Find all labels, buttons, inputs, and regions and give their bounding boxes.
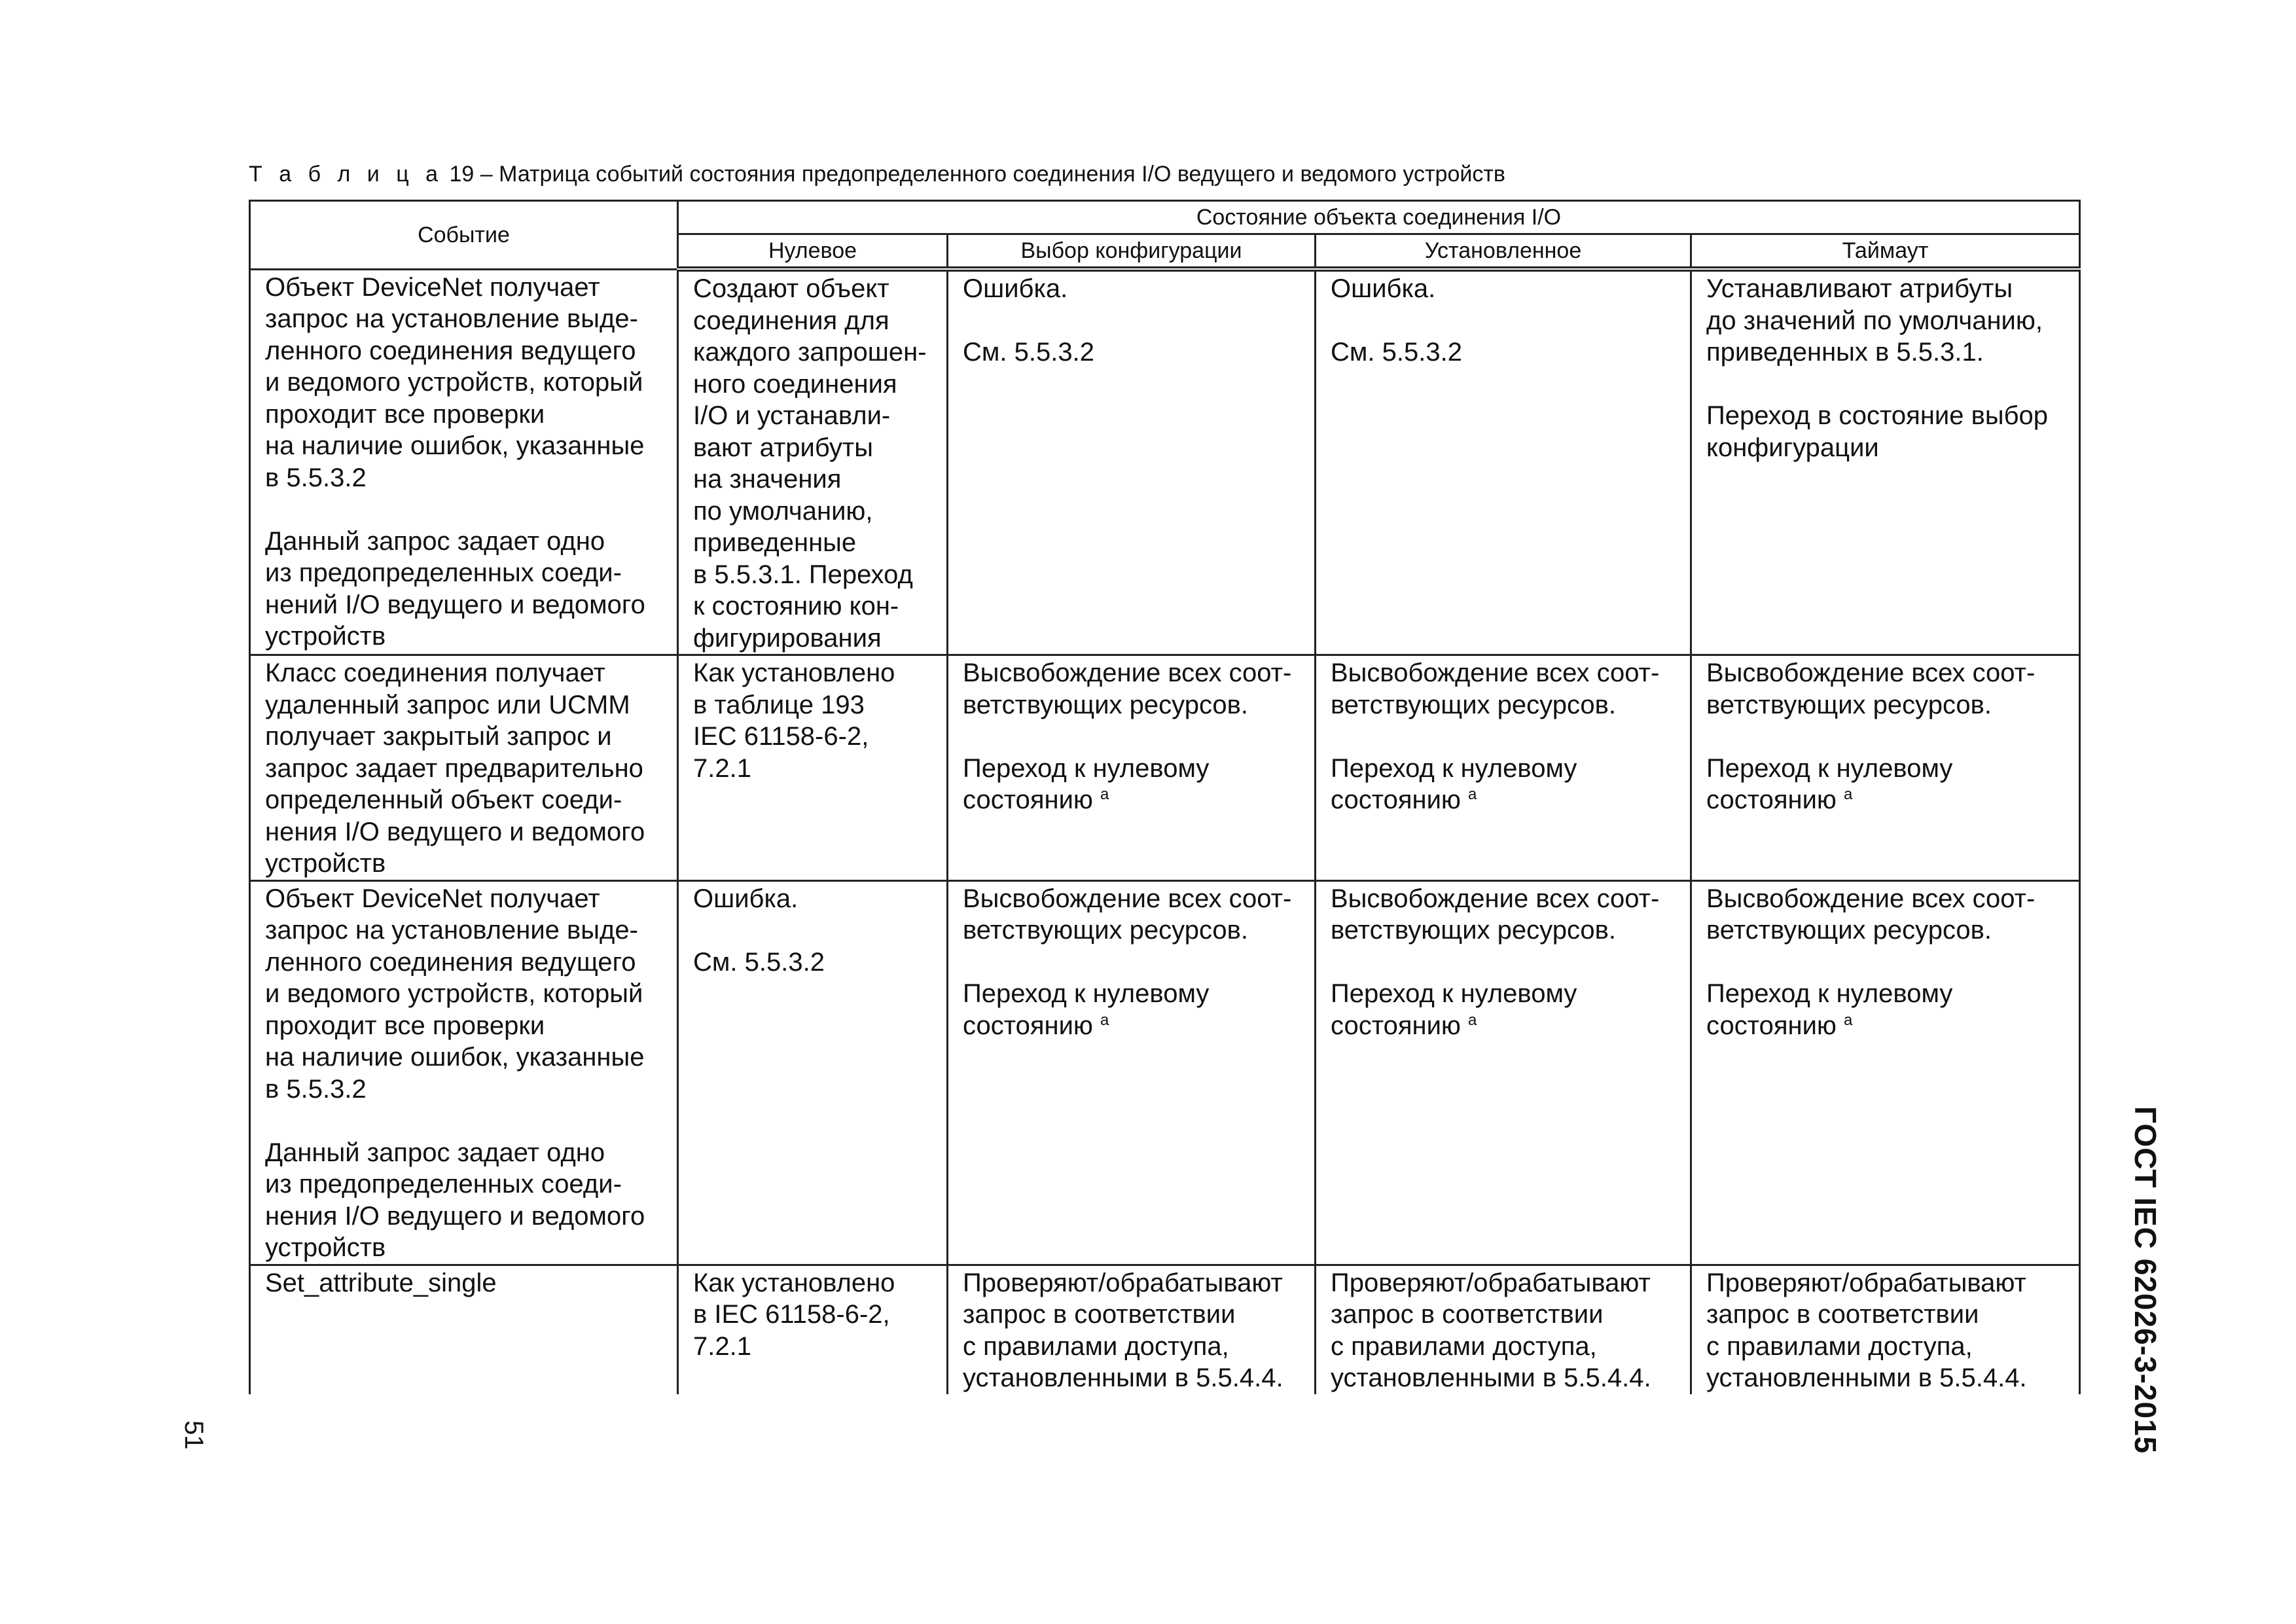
table-row (250, 655, 2080, 881)
cell-text: запрос в соответствии (1706, 1300, 1979, 1329)
blank-line (1331, 305, 1682, 337)
cell-text: фигурирования (693, 623, 882, 653)
footnote-marker: a (1100, 1011, 1109, 1029)
cell-text: ветствующих ресурсов. (1331, 690, 1616, 719)
header-state-config: Выбор конфигурации (948, 234, 1316, 270)
cell-line (265, 335, 669, 367)
cell-line (693, 369, 939, 401)
cell-line (265, 526, 669, 558)
blank-line (1331, 947, 1682, 979)
cell-state-null (678, 880, 948, 1265)
cell-text: Высвобождение всех соот- (1331, 884, 1660, 913)
cell-text: Создают объект (693, 274, 889, 303)
cell-text: Проверяют/обрабатывают (1331, 1268, 1651, 1297)
cell-text: проходит все проверки (265, 399, 545, 429)
cell-line (963, 1299, 1306, 1331)
cell-line (963, 1362, 1306, 1394)
cell-state-config (948, 880, 1316, 1265)
cell-line (1331, 1362, 1682, 1394)
cell-text: на наличие ошибок, указанные (265, 1043, 645, 1072)
cell-line (265, 589, 669, 621)
cell-text: Переход к нулевому (963, 753, 1210, 783)
cell-line (1331, 1299, 1682, 1331)
cell-text: в 5.5.3.2 (265, 463, 367, 492)
cell-text: по умолчанию, (693, 496, 873, 526)
cell-text: приведенные (693, 528, 857, 557)
cell-text: Проверяют/обрабатывают (963, 1268, 1283, 1297)
footnote-marker: a (1100, 785, 1109, 803)
cell-line (265, 721, 669, 753)
cell-line (693, 1299, 939, 1331)
cell-line (1706, 1362, 2071, 1394)
cell-state-established (1316, 655, 1691, 881)
blank-line (1331, 721, 1682, 753)
cell-text: вают атрибуты (693, 433, 873, 462)
cell-line (265, 557, 669, 589)
cell-text: Как установлено (693, 659, 895, 687)
cell-line (963, 883, 1306, 915)
cell-text: См. 5.5.3.2 (963, 338, 1094, 367)
cell-line (693, 527, 939, 559)
header-event: Событие (250, 201, 678, 270)
cell-text: ленного соединения ведущего (265, 947, 636, 977)
table-row (250, 1265, 2080, 1394)
cell-line (1331, 978, 1682, 1010)
table-caption-text: 19 – Матрица событий состояния предопределенного соединения I/O ведущего и ведомого устройств (443, 162, 1505, 187)
cell-line (693, 753, 939, 785)
cell-text: Высвобождение всех соот- (963, 659, 1292, 687)
cell-line (1706, 305, 2071, 337)
cell-line (265, 784, 669, 816)
table-caption (249, 160, 1505, 189)
cell-line (1706, 273, 2071, 305)
cell-line (963, 1010, 1306, 1042)
event-state-matrix-table (249, 200, 2081, 1394)
cell-text: ного соединения (693, 369, 897, 399)
cell-line (1331, 336, 1682, 369)
cell-text: Класс соединения получает (265, 659, 605, 687)
cell-line (1706, 978, 2071, 1010)
cell-state-null (678, 1265, 948, 1394)
cell-line (693, 305, 939, 337)
cell-text: Set_attribute_single (265, 1268, 497, 1297)
cell-text: ветствующих ресурсов. (963, 690, 1248, 719)
cell-text: Переход к нулевому (1706, 753, 1953, 783)
cell-text: См. 5.5.3.2 (1331, 338, 1462, 367)
cell-text: нения I/O ведущего и ведомого (265, 817, 645, 846)
blank-line (1706, 369, 2071, 401)
cell-line (1331, 784, 1682, 816)
cell-text: 7.2.1 (693, 753, 751, 783)
cell-text: Ошибка. (963, 274, 1068, 303)
cell-line (1706, 689, 2071, 721)
cell-text: Высвобождение всех соот- (1331, 659, 1660, 687)
cell-text: установленными в 5.5.4.4. (1331, 1363, 1651, 1392)
cell-text: ветствующих ресурсов. (1331, 916, 1616, 945)
cell-line (693, 432, 939, 464)
cell-text: приведенных в 5.5.3.1. (1706, 338, 1984, 367)
cell-line (693, 1267, 939, 1299)
cell-line (693, 400, 939, 432)
cell-line (1331, 1267, 1682, 1299)
cell-line (1331, 689, 1682, 721)
cell-text: и ведомого устройств, который (265, 979, 643, 1008)
blank-line (963, 721, 1306, 753)
cell-text: каждого запрошен- (693, 338, 927, 367)
cell-line (693, 463, 939, 496)
table-header-row (250, 201, 2080, 234)
cell-line (265, 1267, 669, 1299)
cell-line (693, 590, 939, 623)
cell-line (963, 689, 1306, 721)
cell-text: проходит все проверки (265, 1011, 545, 1040)
cell-state-config (948, 269, 1316, 655)
cell-text: конфигурации (1706, 433, 1879, 462)
cell-text: I/O и устанавли- (693, 401, 891, 430)
cell-line (1706, 1010, 2071, 1042)
cell-state-config (948, 1265, 1316, 1394)
cell-line (265, 1074, 669, 1106)
cell-text: нения I/O ведущего и ведомого (265, 1201, 645, 1231)
cell-line (265, 914, 669, 947)
cell-line (1706, 1331, 2071, 1363)
cell-text: Переход к нулевому (1331, 753, 1577, 783)
blank-line (265, 494, 669, 526)
cell-line (693, 1331, 939, 1363)
cell-line (265, 1200, 669, 1233)
footnote-marker: a (1468, 785, 1477, 803)
cell-text: до значений по умолчанию, (1706, 306, 2043, 335)
cell-line (1706, 432, 2071, 464)
cell-line (1706, 1299, 2071, 1331)
cell-line (265, 462, 669, 494)
cell-line (963, 1331, 1306, 1363)
cell-text: Высвобождение всех соот- (1706, 659, 2036, 687)
cell-line (693, 623, 939, 655)
cell-text: на значения (693, 465, 842, 494)
cell-line (693, 721, 939, 753)
blank-line (963, 947, 1306, 979)
cell-line (1706, 336, 2071, 369)
cell-line (693, 336, 939, 369)
cell-text: состоянию (1706, 785, 1837, 814)
cell-text: ветствующих ресурсов. (1706, 690, 1992, 719)
cell-text: См. 5.5.3.2 (693, 947, 825, 977)
cell-line (963, 273, 1306, 305)
cell-text: соединения для (693, 306, 889, 335)
cell-line (265, 947, 669, 979)
cell-state-established (1316, 880, 1691, 1265)
cell-line (265, 303, 669, 335)
cell-line (265, 1041, 669, 1074)
cell-line (265, 1168, 669, 1200)
cell-line (265, 399, 669, 431)
cell-line (265, 1232, 669, 1264)
cell-line (265, 430, 669, 462)
cell-line (265, 657, 669, 689)
cell-text: устройств (265, 1233, 386, 1262)
cell-line (963, 914, 1306, 947)
header-state-timeout: Таймаут (1691, 234, 2080, 270)
cell-line (1706, 753, 2071, 785)
cell-line (1331, 914, 1682, 947)
cell-line (693, 947, 939, 979)
cell-line (1706, 400, 2071, 432)
cell-line (963, 753, 1306, 785)
cell-text: на наличие ошибок, указанные (265, 431, 645, 460)
cell-text: устройств (265, 622, 386, 651)
cell-line (1331, 1010, 1682, 1042)
cell-text: Переход к нулевому (1706, 979, 1953, 1008)
cell-text: состоянию (963, 1011, 1093, 1040)
blank-line (1706, 721, 2071, 753)
cell-line (693, 689, 939, 721)
cell-text: запрос в соответствии (963, 1300, 1236, 1329)
cell-text: ветствующих ресурсов. (1706, 916, 1992, 945)
cell-text: Данный запрос задает одно (265, 526, 605, 556)
cell-line (1331, 273, 1682, 305)
cell-line (1706, 1267, 2071, 1299)
table-row (250, 269, 2080, 655)
cell-text: из предопределенных соеди- (265, 1170, 622, 1199)
cell-line (963, 978, 1306, 1010)
cell-line (265, 883, 669, 915)
cell-text: состоянию (1331, 1011, 1461, 1040)
cell-text: установленными в 5.5.4.4. (963, 1363, 1283, 1392)
cell-text: Ошибка. (1331, 274, 1436, 303)
blank-line (693, 914, 939, 947)
cell-text: Как установлено (693, 1268, 895, 1297)
cell-line (693, 657, 939, 689)
cell-text: с правилами доступа, (963, 1331, 1229, 1361)
cell-line (963, 1267, 1306, 1299)
table-body (250, 269, 2080, 1394)
blank-line (1706, 947, 2071, 979)
cell-line (265, 978, 669, 1010)
table-caption-label: Т а б л и ц а (249, 162, 444, 187)
cell-text: 7.2.1 (693, 1331, 751, 1361)
cell-state-timeout (1691, 1265, 2080, 1394)
cell-text: состоянию (1331, 785, 1461, 814)
cell-text: определенный объект соеди- (265, 785, 622, 814)
table-row (250, 880, 2080, 1265)
blank-line (963, 305, 1306, 337)
footnote-marker: a (1468, 1011, 1477, 1029)
cell-text: состоянию (963, 785, 1093, 814)
cell-event (250, 1265, 678, 1394)
cell-text: ленного соединения ведущего (265, 336, 636, 365)
cell-text: ветствующих ресурсов. (963, 916, 1248, 945)
cell-line (1331, 657, 1682, 689)
cell-line (1331, 1331, 1682, 1363)
cell-state-null (678, 655, 948, 881)
cell-line (265, 621, 669, 653)
cell-line (963, 336, 1306, 369)
cell-event (250, 269, 678, 655)
footnote-marker: a (1844, 1011, 1853, 1029)
cell-line (1331, 883, 1682, 915)
cell-state-config (948, 655, 1316, 881)
cell-text: IEC 61158-6-2, (693, 722, 869, 751)
cell-text: Устанавливают атрибуты (1706, 274, 2013, 303)
cell-text: с правилами доступа, (1706, 1331, 1973, 1361)
cell-event (250, 880, 678, 1265)
cell-text: запрос на установление выде- (265, 916, 638, 945)
cell-line (963, 657, 1306, 689)
header-state-null: Нулевое (678, 234, 948, 270)
cell-line (1706, 914, 2071, 947)
cell-text: Высвобождение всех соот- (963, 884, 1292, 913)
cell-text: удаленный запрос или UCMM (265, 690, 630, 719)
header-state-established: Установленное (1316, 234, 1691, 270)
cell-text: в IEC 61158-6-2, (693, 1300, 890, 1329)
cell-line (265, 1010, 669, 1042)
cell-line (693, 496, 939, 528)
cell-line (1706, 784, 2071, 816)
cell-text: в 5.5.3.2 (265, 1074, 367, 1104)
cell-text: состоянию (1706, 1011, 1837, 1040)
cell-state-timeout (1691, 269, 2080, 655)
cell-line (265, 753, 669, 785)
cell-state-timeout (1691, 655, 2080, 881)
cell-text: нений I/O ведущего и ведомого (265, 590, 645, 619)
blank-line (265, 1105, 669, 1137)
cell-line (265, 689, 669, 721)
cell-line (963, 784, 1306, 816)
cell-text: Проверяют/обрабатывают (1706, 1268, 2026, 1297)
cell-state-timeout (1691, 880, 2080, 1265)
footnote-marker: a (1844, 785, 1853, 803)
header-state-group: Состояние объекта соединения I/O (678, 201, 2080, 234)
cell-text: получает закрытый запрос и (265, 722, 612, 751)
cell-text: с правилами доступа, (1331, 1331, 1597, 1361)
cell-text: Объект DeviceNet получает (265, 884, 600, 913)
cell-text: в таблице 193 (693, 690, 865, 719)
cell-line (693, 273, 939, 305)
standard-designation: ГОСТ IEC 62026-3-2015 (2128, 1106, 2162, 1454)
cell-state-null (678, 269, 948, 655)
cell-text: Переход к нулевому (1331, 979, 1577, 1008)
cell-line (1331, 753, 1682, 785)
cell-text: запрос в соответствии (1331, 1300, 1604, 1329)
cell-text: установленными в 5.5.4.4. (1706, 1363, 2027, 1392)
cell-text: Переход в состояние выбор (1706, 401, 2049, 430)
cell-line (265, 272, 669, 304)
cell-text: к состоянию кон- (693, 592, 899, 621)
cell-text: устройств (265, 849, 386, 878)
cell-text: Высвобождение всех соот- (1706, 884, 2036, 913)
cell-text: Ошибка. (693, 884, 798, 913)
cell-text: запрос на установление выде- (265, 304, 638, 333)
cell-text: запрос задает предварительно (265, 753, 643, 783)
cell-line (693, 559, 939, 591)
cell-line (265, 816, 669, 848)
cell-line (265, 1137, 669, 1169)
cell-text: Переход к нулевому (963, 979, 1210, 1008)
page-number: 51 (179, 1420, 208, 1450)
cell-state-established (1316, 269, 1691, 655)
cell-line (693, 883, 939, 915)
cell-text: из предопределенных соеди- (265, 558, 622, 587)
cell-line (265, 367, 669, 399)
cell-line (1706, 883, 2071, 915)
cell-event (250, 655, 678, 881)
cell-text: Данный запрос задает одно (265, 1138, 605, 1167)
cell-state-established (1316, 1265, 1691, 1394)
cell-line (1706, 657, 2071, 689)
cell-text: в 5.5.3.1. Переход (693, 560, 913, 589)
cell-text: Объект DeviceNet получает (265, 272, 600, 302)
cell-line (265, 848, 669, 880)
cell-text: и ведомого устройств, который (265, 368, 643, 397)
